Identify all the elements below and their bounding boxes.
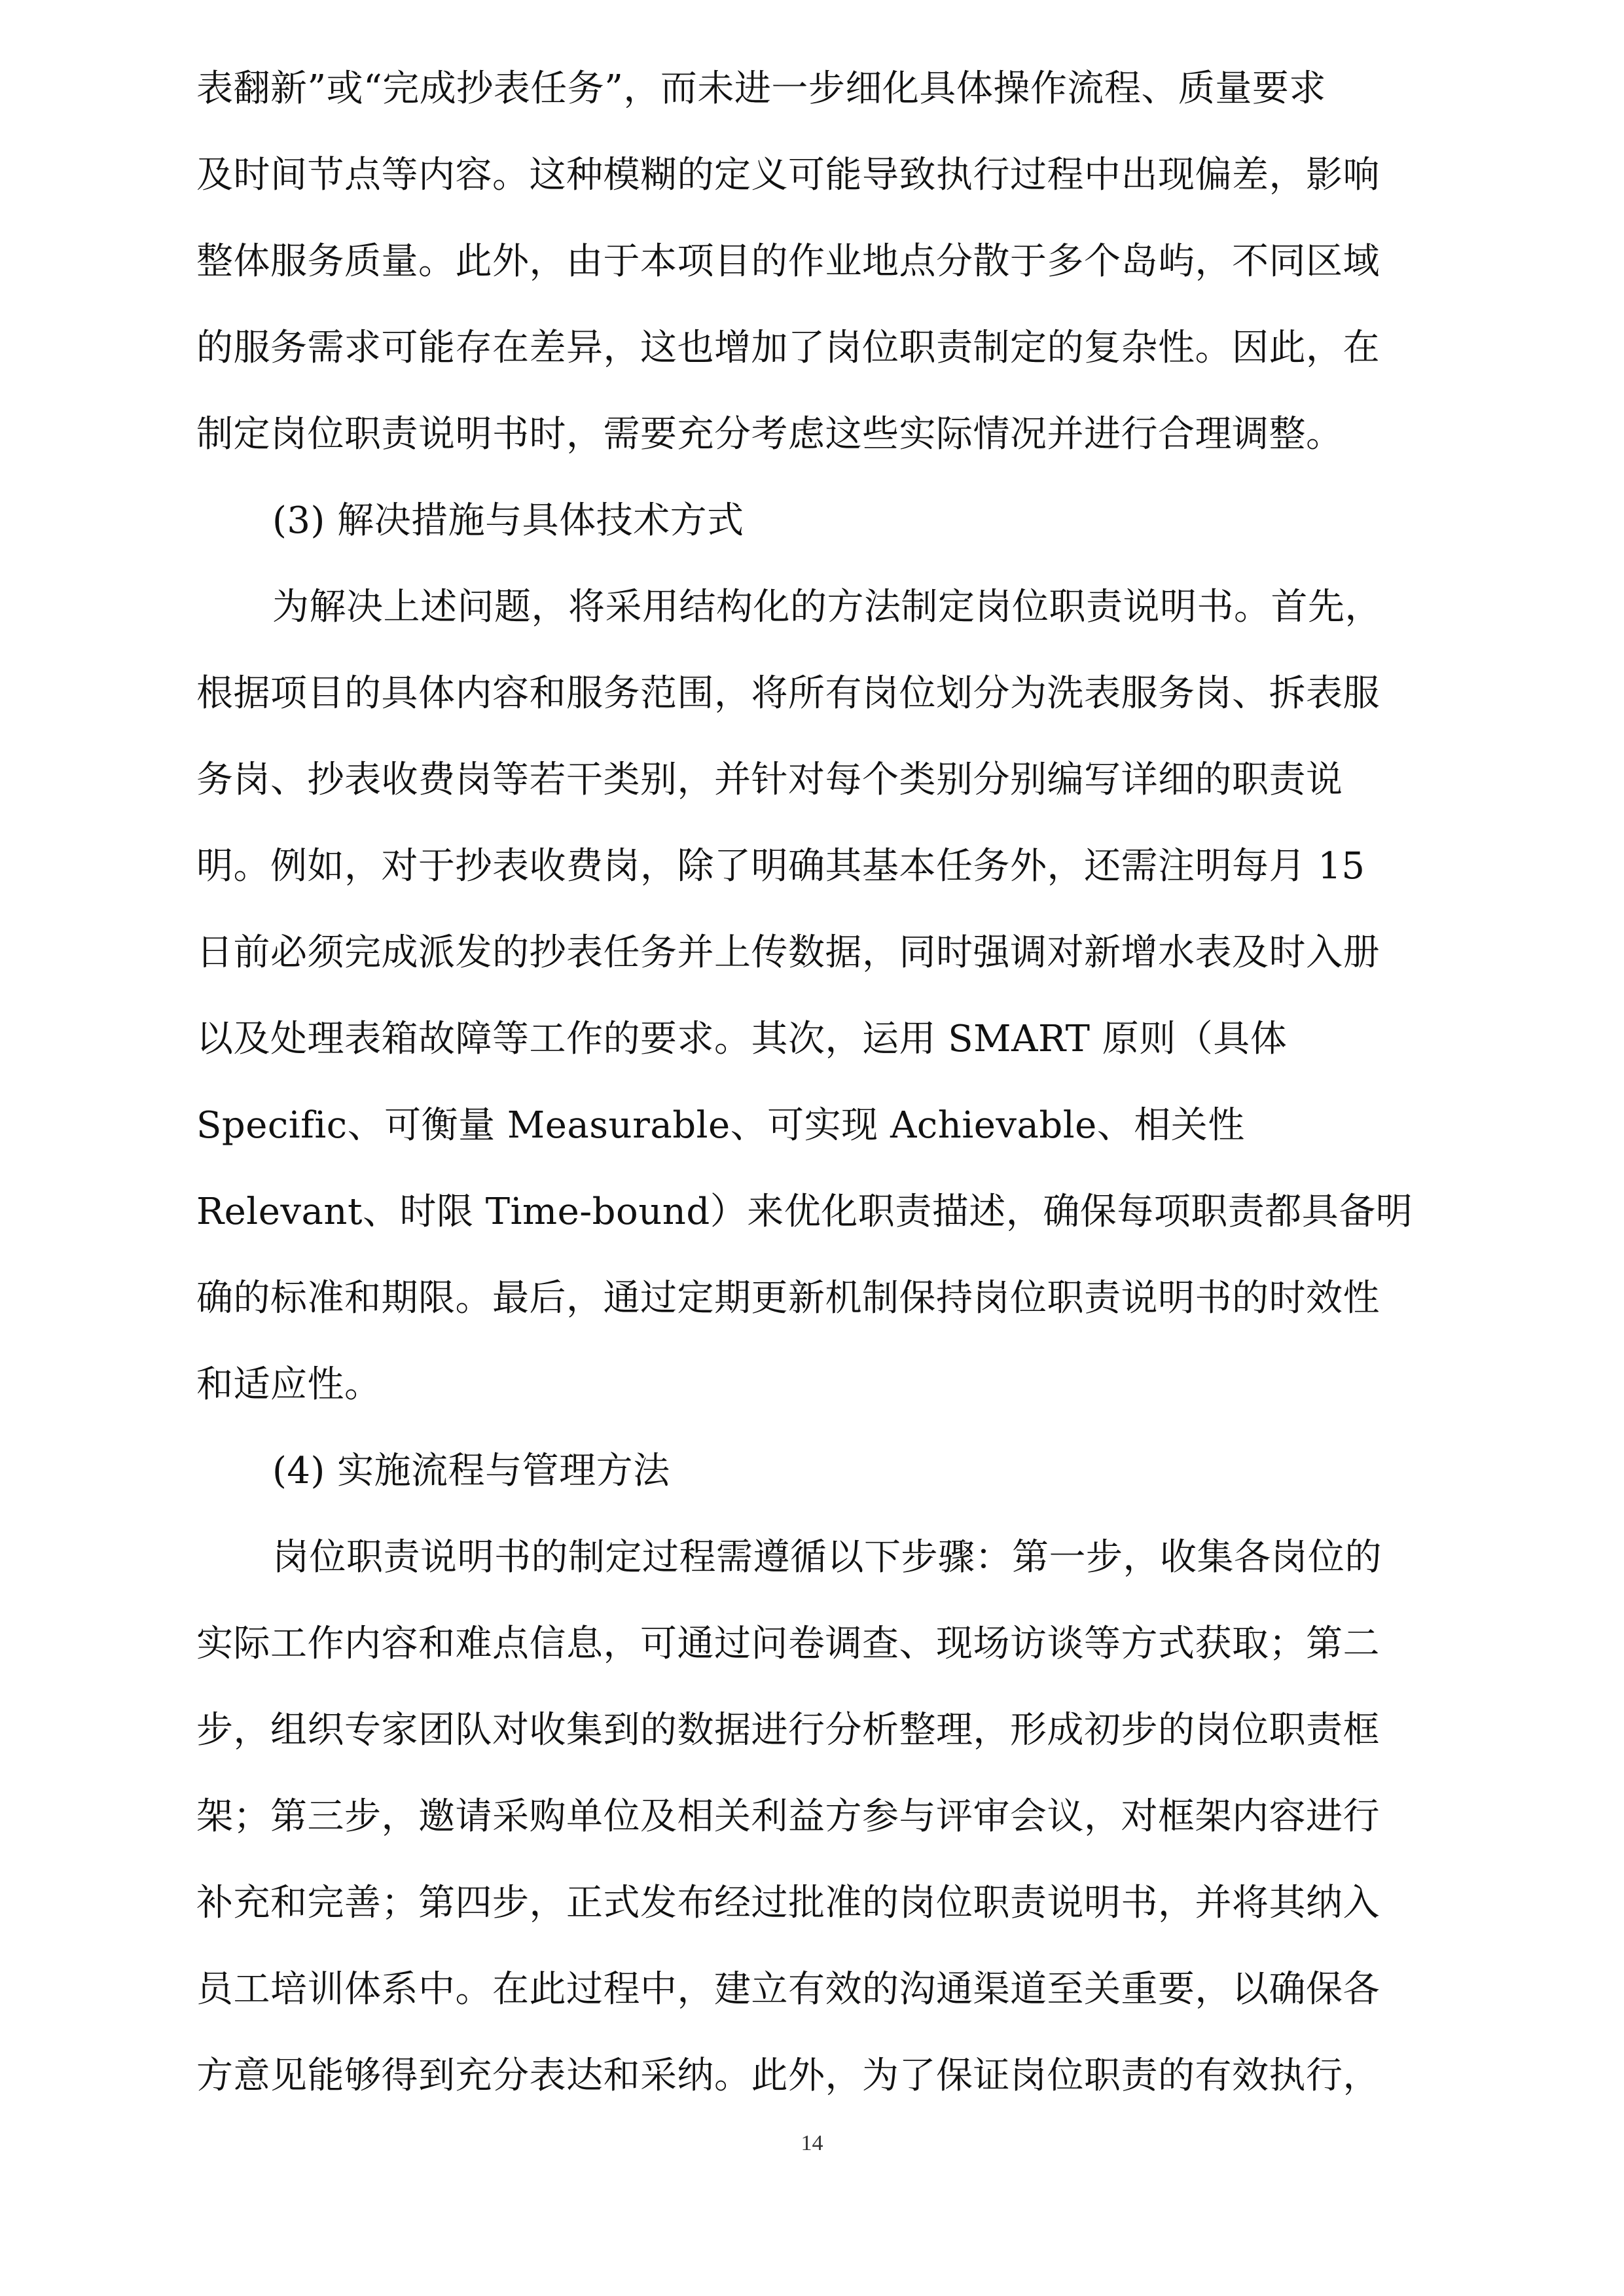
text-line: 及时间节点等内容。这种模糊的定义可能导致执行过程中出现偏差，影响 [196, 154, 1380, 196]
text-line: Relevant、时限 Time-bound）来优化职责描述，确保每项职责都具备明 [196, 1191, 1413, 1233]
text-line: 实际工作内容和难点信息，可通过问卷调查、现场访谈等方式获取；第二 [196, 1623, 1380, 1665]
section-heading-4: (4) 实施流程与管理方法 [272, 1450, 670, 1492]
text-line: 和适应性。 [196, 1363, 382, 1406]
page-number: 14 [801, 2131, 823, 2155]
text-line: 补充和完善；第四步，正式发布经过批准的岗位职责说明书，并将其纳入 [196, 1882, 1380, 1924]
text-line: 制定岗位职责说明书时，需要充分考虑这些实际情况并进行合理调整。 [196, 413, 1343, 456]
text-line: 整体服务质量。此外，由于本项目的作业地点分散于多个岛屿，不同区域 [196, 240, 1380, 283]
text-line: 架；第三步，邀请采购单位及相关利益方参与评审会议，对框架内容进行 [196, 1795, 1380, 1838]
text-line: 员工培训体系中。在此过程中，建立有效的沟通渠道至关重要，以确保各 [196, 1968, 1380, 2011]
text-line: 以及处理表箱故障等工作的要求。其次，运用 SMART 原则（具体 [196, 1018, 1288, 1060]
text-line: 日前必须完成派发的抄表任务并上传数据，同时强调对新增水表及时入册 [196, 931, 1380, 974]
text-line: 明。例如，对于抄表收费岗，除了明确其基本任务外，还需注明每月 15 [196, 845, 1365, 888]
text-line: 方意见能够得到充分表达和采纳。此外，为了保证岗位职责的有效执行， [196, 2054, 1380, 2097]
text-line: 根据项目的具体内容和服务范围，将所有岗位划分为洗表服务岗、拆表服 [196, 672, 1380, 715]
text-line: 表翻新”或“完成抄表任务”，而未进一步细化具体操作流程、质量要求 [196, 67, 1326, 110]
text-line: 的服务需求可能存在差异，这也增加了岗位职责制定的复杂性。因此，在 [196, 327, 1380, 369]
text-line: 步，组织专家团队对收集到的数据进行分析整理，形成初步的岗位职责框 [196, 1709, 1380, 1751]
text-line: 岗位职责说明书的制定过程需遵循以下步骤：第一步，收集各岗位的 [272, 1536, 1382, 1579]
section-heading-3: (3) 解决措施与具体技术方式 [272, 499, 744, 542]
text-line: Specific、可衡量 Measurable、可实现 Achievable、相关性 [196, 1104, 1245, 1147]
text-line: 务岗、抄表收费岗等若干类别，并针对每个类别分别编写详细的职责说 [196, 759, 1343, 801]
text-line: 为解决上述问题，将采用结构化的方法制定岗位职责说明书。首先， [272, 586, 1382, 628]
text-line: 确的标准和期限。最后，通过定期更新机制保持岗位职责说明书的时效性 [196, 1277, 1380, 1319]
